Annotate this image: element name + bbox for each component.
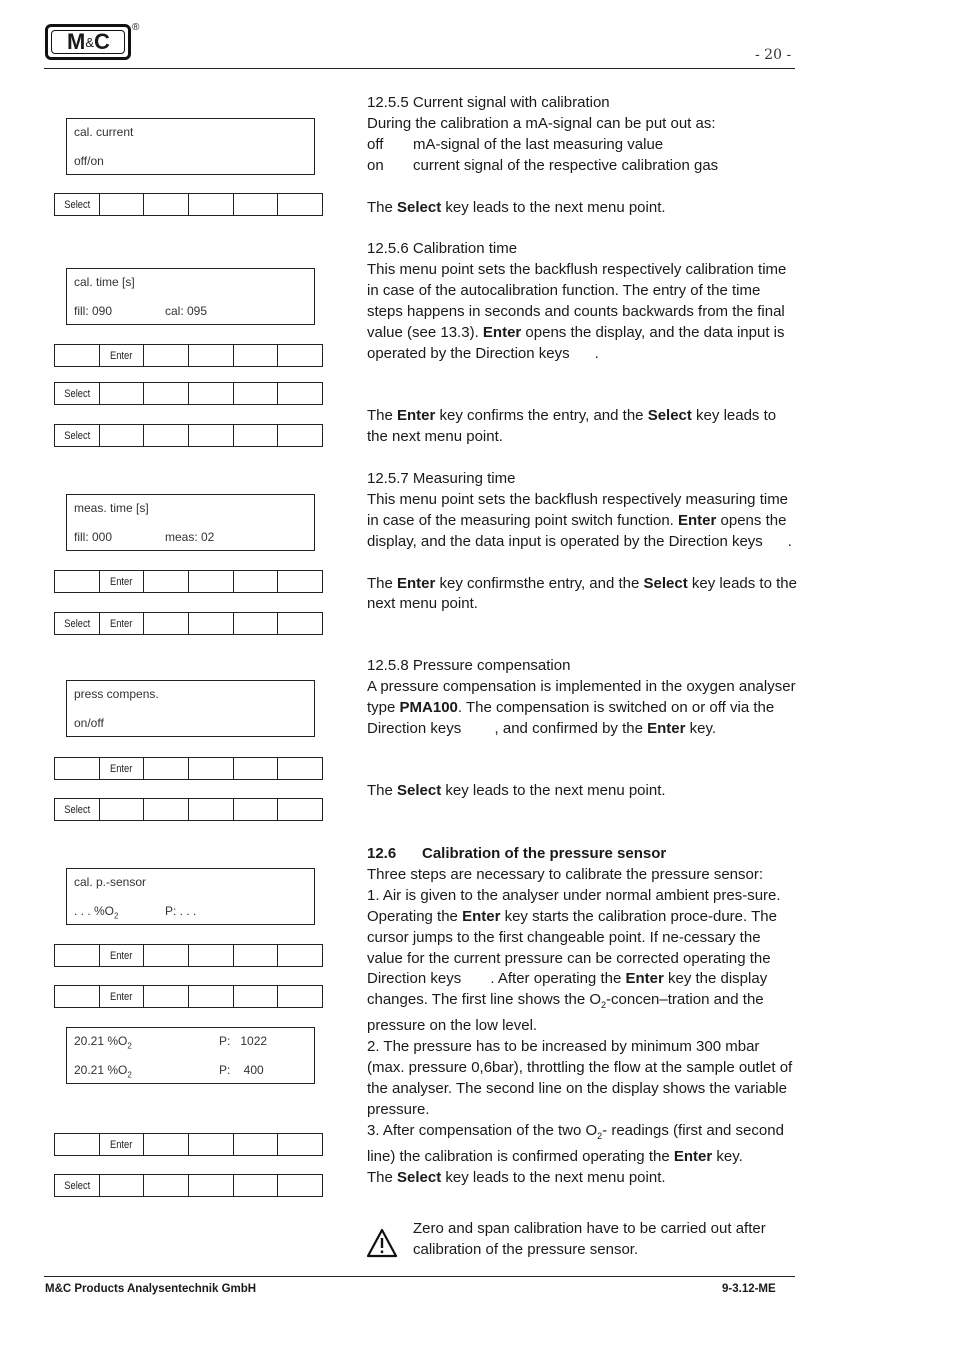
enter-key (99, 612, 145, 635)
blank-key (54, 944, 100, 967)
paragraph-confirm: The Enter key confirms the entry, and the Select key leads to the next menu point. (367, 407, 777, 446)
key-label: Enter (110, 990, 133, 1003)
blank-key (277, 344, 323, 367)
blank-key (188, 757, 234, 780)
display-line1-pressure: P: 1022 (219, 1034, 268, 1048)
blank-key (188, 1174, 234, 1197)
paragraph-select: The Select key leads to the next menu point. (367, 1168, 666, 1186)
select-key (54, 382, 100, 405)
key-row (54, 1174, 328, 1197)
header-rule (44, 68, 795, 69)
blank-key (188, 1133, 234, 1156)
display-line2: on/off (74, 716, 104, 730)
display-line2: fill: 090 (74, 304, 113, 318)
registered-mark: ® (132, 22, 140, 33)
blank-key (277, 570, 323, 593)
key-label: Enter (110, 1138, 133, 1151)
subscript: 2 (127, 1041, 132, 1051)
blank-key (277, 985, 323, 1008)
blank-key (233, 798, 279, 821)
enter-key (99, 1133, 145, 1156)
display-line2-value: P: . . . (165, 904, 197, 918)
key-label: Select (63, 387, 90, 400)
option-off (367, 135, 797, 156)
enter-key (99, 570, 145, 593)
key-row (54, 757, 328, 780)
display-line1: press compens. (74, 687, 159, 701)
blank-key (233, 985, 279, 1008)
blank-key (99, 798, 145, 821)
step-3: 3. After compensation of the two $O_2-$ readings (first and second line) the calibration is confirmed operating the Enter key. (367, 1121, 784, 1165)
blank-key (99, 1174, 145, 1197)
blank-key (143, 757, 189, 780)
section-heading: 12.5.8 Pressure compensation (367, 657, 571, 674)
blank-key (188, 612, 234, 635)
paragraph: During the calibration a mA-signal can be put out as: (367, 114, 716, 132)
blank-key (143, 570, 189, 593)
blank-key (54, 1133, 100, 1156)
blank-key (143, 1133, 189, 1156)
blank-key (233, 570, 279, 593)
blank-key (188, 424, 234, 447)
select-key (54, 612, 100, 635)
blank-key (188, 382, 234, 405)
blank-key (233, 612, 279, 635)
blank-key (233, 193, 279, 216)
key-label: Enter (110, 349, 133, 362)
display-cal-current (66, 118, 315, 175)
blank-key (143, 193, 189, 216)
blank-key (143, 612, 189, 635)
display-line1: cal. time [s] (74, 275, 135, 289)
blank-key (188, 570, 234, 593)
step-2: 2. The pressure has to be increased by minimum 300 mbar (max. pressure 0,6bar), throttling the flow at the sample outlet of the analyser. The second line on the display shows the variable pressure. (367, 1038, 793, 1118)
enter-key (99, 757, 145, 780)
option-key: off (367, 135, 384, 153)
blank-key (277, 798, 323, 821)
blank-key (277, 382, 323, 405)
section-heading: 12.5.7 Measuring time (367, 470, 516, 487)
step-1: 1. Air is given to the analyser under normal ambient pres-sure. Operating the Enter key starts the calibration proce-dure. The cursor jumps to the first changeable point. If ne-cessary the value for the current pressure can be corrected operating the Direction keys . After operating the Enter key the display changes. The first line shows the $O_2-concen$–tration and the pressure on the low level. (367, 886, 785, 1035)
paragraph-select: The Select key leads to the next menu point. (367, 782, 666, 800)
key-row (54, 985, 328, 1008)
blank-key (277, 1133, 323, 1156)
option-on (367, 156, 797, 177)
company-logo (45, 24, 131, 60)
key-label: Select (63, 429, 90, 442)
display-line2-value: cal: 095 (165, 304, 208, 318)
blank-key (143, 382, 189, 405)
display-pressure-readings (66, 1027, 315, 1084)
blank-key (143, 424, 189, 447)
display-line1-text: 20.21 %O (74, 1034, 128, 1048)
blank-key (188, 798, 234, 821)
section-measuring-time (367, 469, 797, 615)
enter-key (99, 944, 145, 967)
blank-key (233, 382, 279, 405)
page-number: - 20 - (755, 47, 792, 63)
key-label: Select (63, 803, 90, 816)
blank-key (277, 612, 323, 635)
display-cal-p-sensor (66, 868, 315, 925)
blank-key (188, 344, 234, 367)
blank-key (188, 985, 234, 1008)
paragraph-confirm: The Enter key confirmsthe entry, and the Select key leads to the next menu point. (367, 574, 797, 613)
blank-key (188, 193, 234, 216)
display-press-compens (66, 680, 315, 737)
enter-key (99, 344, 145, 367)
option-value: current signal of the respective calibration gas (413, 156, 719, 174)
blank-key (143, 798, 189, 821)
key-row (54, 944, 328, 967)
section-number: 12.6 (367, 845, 397, 862)
option-value: mA-signal of the last measuring value (413, 135, 664, 153)
blank-key (54, 344, 100, 367)
display-line2-pressure: P: 400 (219, 1063, 264, 1077)
blank-key (143, 1174, 189, 1197)
blank-key (99, 193, 145, 216)
option-key: on (367, 156, 384, 174)
key-label: Select (63, 617, 90, 630)
display-line1: cal. p.-sensor (74, 875, 147, 889)
section-current-signal (367, 93, 797, 218)
key-label: Enter (110, 762, 133, 775)
section-pressure-compensation (367, 656, 800, 802)
select-key (54, 1174, 100, 1197)
blank-key (54, 570, 100, 593)
display-line1 (74, 1034, 132, 1050)
key-label: Enter (110, 575, 133, 588)
display-line2 (74, 904, 118, 920)
display-meas-time (66, 494, 315, 551)
display-line2-value: meas: 02 (165, 530, 215, 544)
blank-key (143, 944, 189, 967)
display-line1: meas. time [s] (74, 501, 149, 515)
paragraph: This menu point sets the backflush respectively calibration time in case of the autocalibration function. The entry of the time steps happens in seconds and counts backwards from the final value (see 13.3). Enter opens the display, and the data input is operated by the Direction keys . (367, 260, 791, 362)
blank-key (277, 193, 323, 216)
logo-ampersand: & (85, 34, 94, 50)
blank-key (54, 757, 100, 780)
select-key (54, 798, 100, 821)
blank-key (277, 944, 323, 967)
blank-key (233, 757, 279, 780)
blank-key (277, 757, 323, 780)
display-line2-text: 20.21 %O (74, 1063, 128, 1077)
key-row (54, 193, 328, 216)
section-heading: 12.5.6 Calibration time (367, 240, 518, 257)
key-label: Enter (110, 949, 133, 962)
footer-company: M&C Products Analysentechnik GmbH (45, 1283, 257, 1295)
section-pressure-sensor (367, 844, 797, 1189)
key-row (54, 612, 328, 635)
footer-doc-code: 9-3.12-ME (722, 1283, 776, 1295)
blank-key (99, 382, 145, 405)
display-line1: cal. current (74, 125, 134, 139)
blank-key (233, 344, 279, 367)
blank-key (233, 1133, 279, 1156)
blank-key (277, 1174, 323, 1197)
blank-key (99, 424, 145, 447)
blank-key (277, 424, 323, 447)
key-label: Select (63, 1179, 90, 1192)
section-heading: 12.5.5 Current signal with calibration (367, 94, 610, 111)
display-line2-text: . . . %O (74, 904, 115, 918)
section-calibration-time (367, 239, 797, 448)
key-label: Enter (110, 617, 133, 630)
warning-text: Zero and span calibration have to be carried out after calibration of the pressure sensor. (413, 1220, 766, 1258)
section-title: Calibration of the pressure sensor (422, 845, 667, 862)
section-heading (367, 844, 797, 865)
subscript: 2 (127, 1070, 132, 1080)
blank-key (54, 985, 100, 1008)
subscript: 2 (114, 911, 119, 921)
display-line2: off/on (74, 154, 104, 168)
blank-key (188, 944, 234, 967)
warning-icon (366, 1228, 398, 1258)
select-key (54, 193, 100, 216)
paragraph: This menu point sets the backflush respectively measuring time in case of the measuring point switch function. Enter opens the display, and the data input is operated by the Direction keys . (367, 490, 793, 550)
key-label: Select (63, 198, 90, 211)
footer-rule (44, 1276, 795, 1277)
blank-key (233, 424, 279, 447)
blank-key (233, 944, 279, 967)
logo-letter-m: M (67, 29, 85, 54)
select-key (54, 424, 100, 447)
key-row (54, 344, 328, 367)
paragraph: A pressure compensation is implemented in the oxygen analyser type PMA100. The compensation is switched on or off via the Direction keys , and confirmed by the Enter key. (367, 677, 800, 737)
display-cal-time (66, 268, 315, 325)
paragraph: Three steps are necessary to calibrate the pressure sensor: (367, 865, 764, 883)
blank-key (143, 985, 189, 1008)
logo-letter-c: C (94, 29, 109, 54)
display-line2: fill: 000 (74, 530, 113, 544)
key-row (54, 1133, 328, 1156)
key-row (54, 424, 328, 447)
blank-key (143, 344, 189, 367)
blank-key (233, 1174, 279, 1197)
enter-key (99, 985, 145, 1008)
key-row (54, 798, 328, 821)
display-line2 (74, 1063, 132, 1079)
paragraph-select: The Select key leads to the next menu point. (367, 198, 666, 216)
key-row (54, 570, 328, 593)
key-row (54, 382, 328, 405)
